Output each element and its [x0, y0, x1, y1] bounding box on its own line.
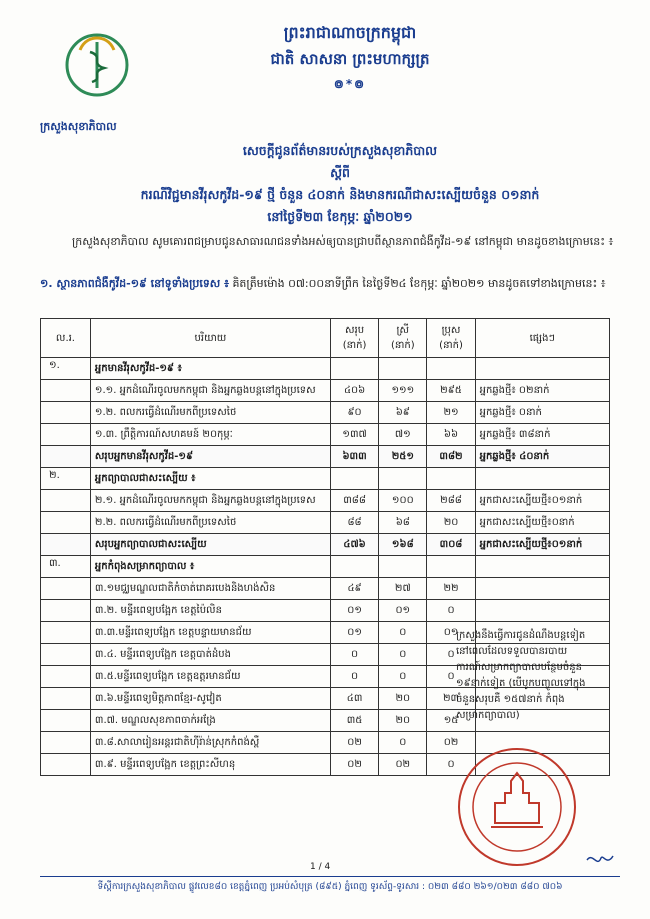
cell-male — [427, 468, 475, 490]
cell-female: ០ — [379, 666, 427, 688]
cell-female — [379, 358, 427, 380]
cell-total: ៤៣ — [330, 688, 378, 710]
cell-desc: ១.៣. ព្រឹត្តិការណ៍សហគមន៍ ២០កុម្ភៈ — [90, 424, 330, 446]
cell-note — [475, 600, 609, 622]
cell-male: ២៨៨ — [427, 490, 475, 512]
cell-note — [475, 358, 609, 380]
table-row — [41, 446, 610, 468]
cell-desc: ៣.៦.មន្ទីរពេទ្យមិត្តភាពខ្មែរ-សូវៀត — [90, 688, 330, 710]
cell-female: ២៥១ — [379, 446, 427, 468]
title-line-3: ករណីវិជ្ជមានវីរុសកូវីដ-១៩ ថ្មី ចំនួន ៤០នាក់ និងមានករណីជាសះស្បើយចំនួន ០១នាក់ — [140, 187, 540, 202]
side-note: ក្រសួងនឹងធ្វើការជូនដំណឹងបន្តទៀតនៅពេលដែលទទួលបានរបាយការណ៍សម្រាកព្យាបាលបន្ថែមចំនួន ១៩នាក់ទៀត (បើបូកបញ្ចូលទៅក្នុងចំនួនសរុបគឺ ១៥៧នាក់ កំពុងសម្រាកព្យាបាល) — [456, 630, 586, 721]
cell-note: អ្នកឆ្លងថ្មី៖ ៤០នាក់ — [475, 446, 609, 468]
cell-total: ៤០៦ — [330, 380, 378, 402]
title-line-1: សេចក្តីជូនព័ត៌មានរបស់ក្រសួងសុខាភិបាល — [242, 143, 438, 158]
cell-male: ០២ — [427, 732, 475, 754]
cell-male: ២២ — [427, 578, 475, 600]
cell-desc: ៣.៤. មន្ទីរពេទ្យបង្អែក ខេត្តបាត់ដំបង — [90, 644, 330, 666]
col-no: ល.រ. — [41, 319, 91, 358]
cell-female: ២០ — [379, 710, 427, 732]
cell-desc: ១.១. អ្នកដំណើរចូលមកកម្ពុជា និងអ្នកឆ្លងបន្តនៅក្នុងប្រទេស — [90, 380, 330, 402]
cell-male: ០ — [427, 644, 475, 666]
cell-female: ៦៨ — [379, 512, 427, 534]
cell-note — [475, 556, 609, 578]
table-row — [41, 534, 610, 556]
table-row — [41, 402, 610, 424]
cell-male: ២៣ — [427, 688, 475, 710]
document-title — [60, 140, 620, 228]
table-row — [41, 468, 610, 490]
cell-male — [427, 358, 475, 380]
cell-note: អ្នកជាសះស្បើយថ្មី៖០នាក់ — [475, 512, 609, 534]
cell-male: ៣៨២ — [427, 446, 475, 468]
cell-total: ៩០ — [330, 402, 378, 424]
signature — [585, 850, 615, 870]
cell-note — [475, 468, 609, 490]
cell-desc: ៣.១មជ្ឈមណ្ឌលជាតិកំចាត់រោគរបេងនិងហង់សិន — [90, 578, 330, 600]
ministry-label: ក្រសួងសុខាភិបាល — [40, 120, 117, 133]
section-1-text: គិតត្រឹមម៉ោង ០៧:០០នាទីព្រឹក នៃថ្ងៃទី២៤ ខែកុម្ភៈ ឆ្នាំ២០២១ មានដូចតទៅខាងក្រោមនេះ ៖ — [232, 277, 606, 290]
table-row — [41, 578, 610, 600]
cell-female — [379, 468, 427, 490]
cell-desc: សរុបអ្នកព្យាបាលជាសះស្បើយ — [90, 534, 330, 556]
cell-no — [41, 380, 91, 402]
cell-female: ០ — [379, 644, 427, 666]
title-line-4: នៅថ្ងៃទី២៣ ខែកុម្ភៈ ឆ្នាំ២០២១ — [267, 209, 413, 224]
cell-female: ០២ — [379, 754, 427, 776]
kingdom-header — [200, 22, 500, 94]
intro-paragraph — [40, 232, 620, 252]
cell-female: ២០ — [379, 688, 427, 710]
cell-desc: ២.១. អ្នកដំណើរចូលមកកម្ពុជា និងអ្នកឆ្លងបន្តនៅក្នុងប្រទេស — [90, 490, 330, 512]
cell-female: ០ — [379, 622, 427, 644]
cell-note: អ្នកជាសះស្បើយថ្មី៖០១នាក់ — [475, 534, 609, 556]
cell-no: ៣. — [41, 556, 91, 578]
cell-male: ០ — [427, 600, 475, 622]
cell-note: អ្នកឆ្លងថ្មី៖ ៣៨នាក់ — [475, 424, 609, 446]
col-note: ផ្សេងៗ — [475, 319, 609, 358]
table-row — [41, 424, 610, 446]
table-row — [41, 512, 610, 534]
cell-no — [41, 754, 91, 776]
cell-total — [330, 358, 378, 380]
cell-no: ១. — [41, 358, 91, 380]
table-row — [41, 358, 610, 380]
cell-desc: ៣.៣.មន្ទីរពេទ្យបង្អែក ខេត្តបន្ទាយមានជ័យ — [90, 622, 330, 644]
cell-desc: ៣.៧. មណ្ឌលសុខភាពចាក់អង្រែ — [90, 710, 330, 732]
cell-total: ០ — [330, 666, 378, 688]
cell-no — [41, 512, 91, 534]
cell-total: ៨៨ — [330, 512, 378, 534]
cell-total: ៣៥ — [330, 710, 378, 732]
cell-desc: ៣.៩. មន្ទីរពេទ្យបង្អែក ខេត្តព្រះសីហនុ — [90, 754, 330, 776]
cell-no — [41, 644, 91, 666]
cell-female: ១១១ — [379, 380, 427, 402]
national-motto: ជាតិ សាសនា ព្រះមហាក្សត្រ — [270, 50, 430, 68]
cell-no — [41, 600, 91, 622]
official-stamp — [455, 745, 580, 870]
cell-no — [41, 578, 91, 600]
cell-note — [475, 578, 609, 600]
cell-male: ០ — [427, 666, 475, 688]
col-desc: បរិយាយ — [90, 319, 330, 358]
cell-no — [41, 424, 91, 446]
cell-male — [427, 556, 475, 578]
ornament: ៙*៙ — [333, 77, 367, 91]
cell-desc: ២.២. ពលករធ្វើដំណើរមកពីប្រទេសថៃ — [90, 512, 330, 534]
cell-no — [41, 490, 91, 512]
cell-total: ៤៩ — [330, 578, 378, 600]
cell-no — [41, 446, 91, 468]
table-row — [41, 490, 610, 512]
cell-desc: អ្នកមានវីរុសកូវីដ-១៩ ៖ — [90, 358, 330, 380]
cell-male: ០១ — [427, 622, 475, 644]
cell-desc: អ្នកព្យាបាលជាសះស្បើយ ៖ — [90, 468, 330, 490]
cell-female: ១០០ — [379, 490, 427, 512]
col-total: សរុប (នាក់) — [330, 319, 378, 358]
cell-female: ២៧ — [379, 578, 427, 600]
cell-female — [379, 556, 427, 578]
cell-total — [330, 556, 378, 578]
cell-male: ២០ — [427, 512, 475, 534]
table-header-row — [41, 319, 610, 358]
cell-total: ៦៣៣ — [330, 446, 378, 468]
cell-no — [41, 534, 91, 556]
cell-female: ០ — [379, 732, 427, 754]
cell-desc: ៣.៨.សាលារៀនអន្តរជាតិហ៊ីរ៉ាន់ស្រុកកំពង់ស្ពឺ — [90, 732, 330, 754]
cell-note: អ្នកឆ្លងថ្មី៖ ០នាក់ — [475, 402, 609, 424]
cell-no — [41, 402, 91, 424]
cell-note: អ្នកឆ្លងថ្មី៖ ០២នាក់ — [475, 380, 609, 402]
cell-desc: ៣.៥.មន្ទីរពេទ្យបង្អែក ខេត្តឧត្តរមានជ័យ — [90, 666, 330, 688]
cell-total: ០២ — [330, 754, 378, 776]
cell-desc: ៣.២. មន្ទីរពេទ្យបង្អែក ខេត្តប៉ៃលិន — [90, 600, 330, 622]
cell-total: ០២ — [330, 732, 378, 754]
cell-total: ១៣៧ — [330, 424, 378, 446]
cell-male: ២១ — [427, 402, 475, 424]
cell-note: អ្នកជាសះស្បើយថ្មី៖០១នាក់ — [475, 490, 609, 512]
section-1 — [40, 274, 620, 294]
cell-no: ២. — [41, 468, 91, 490]
intro-text: ក្រសួងសុខាភិបាល សូមគោរពជម្រាបជូនសាធារណជនទាំងអស់ឲ្យបានជ្រាបពីស្ថានភាពជំងឺកូវីដ-១៩ នៅកម្ពុជា មានដូចខាងក្រោមនេះ ៖ — [72, 235, 614, 248]
cell-desc: សរុបអ្នកមានវីរុសកូវីដ-១៩ — [90, 446, 330, 468]
col-male: ប្រុស (នាក់) — [427, 319, 475, 358]
table-row — [41, 600, 610, 622]
cell-male: ៣០៨ — [427, 534, 475, 556]
cell-male: ៦៦ — [427, 424, 475, 446]
cell-total: ៤៧៦ — [330, 534, 378, 556]
cell-no — [41, 666, 91, 688]
cell-male: ០ — [427, 754, 475, 776]
cell-no — [41, 732, 91, 754]
cell-total: ០១ — [330, 622, 378, 644]
cell-male: ២៩៥ — [427, 380, 475, 402]
table-row — [41, 556, 610, 578]
cell-female: ១៦៨ — [379, 534, 427, 556]
cell-total: ០ — [330, 644, 378, 666]
cell-total: ០១ — [330, 600, 378, 622]
title-line-2: ស្តីពី — [330, 165, 350, 180]
cell-desc: អ្នកកំពុងសម្រាកព្យាបាល ៖ — [90, 556, 330, 578]
cell-total: ៣៨៨ — [330, 490, 378, 512]
kingdom-name: ព្រះរាជាណាចក្រកម្ពុជា — [283, 23, 417, 42]
table-row — [41, 380, 610, 402]
cell-total — [330, 468, 378, 490]
ministry-logo — [62, 30, 132, 100]
cell-no — [41, 688, 91, 710]
col-female: ស្រី (នាក់) — [379, 319, 427, 358]
footer-address: ទីស្តីការក្រសួងសុខាភិបាល ផ្លូវលេខ៨០ ខេត្តភ្នំពេញ ប្រអប់សំបុត្រ (៨៩៥) ភ្នំពេញ ទូរស័ព្ទ-ទូរសារ : ០២៣ ៨៨០ ២៦១/០២៣ ៨៨០ ៧០៦ — [40, 876, 620, 894]
cell-female: ៦៩ — [379, 402, 427, 424]
cell-no — [41, 622, 91, 644]
page-number: 1 / 4 — [310, 862, 331, 872]
cell-desc: ១.២. ពលករធ្វើដំណើរមកពីប្រទេសថៃ — [90, 402, 330, 424]
cell-no — [41, 710, 91, 732]
cell-female: ០១ — [379, 600, 427, 622]
cell-female: ៧១ — [379, 424, 427, 446]
section-1-heading: ១. ស្ថានភាពជំងឺកូវីដ-១៩ នៅទូទាំងប្រទេស ៖ — [40, 277, 229, 290]
cell-male: ១៥ — [427, 710, 475, 732]
